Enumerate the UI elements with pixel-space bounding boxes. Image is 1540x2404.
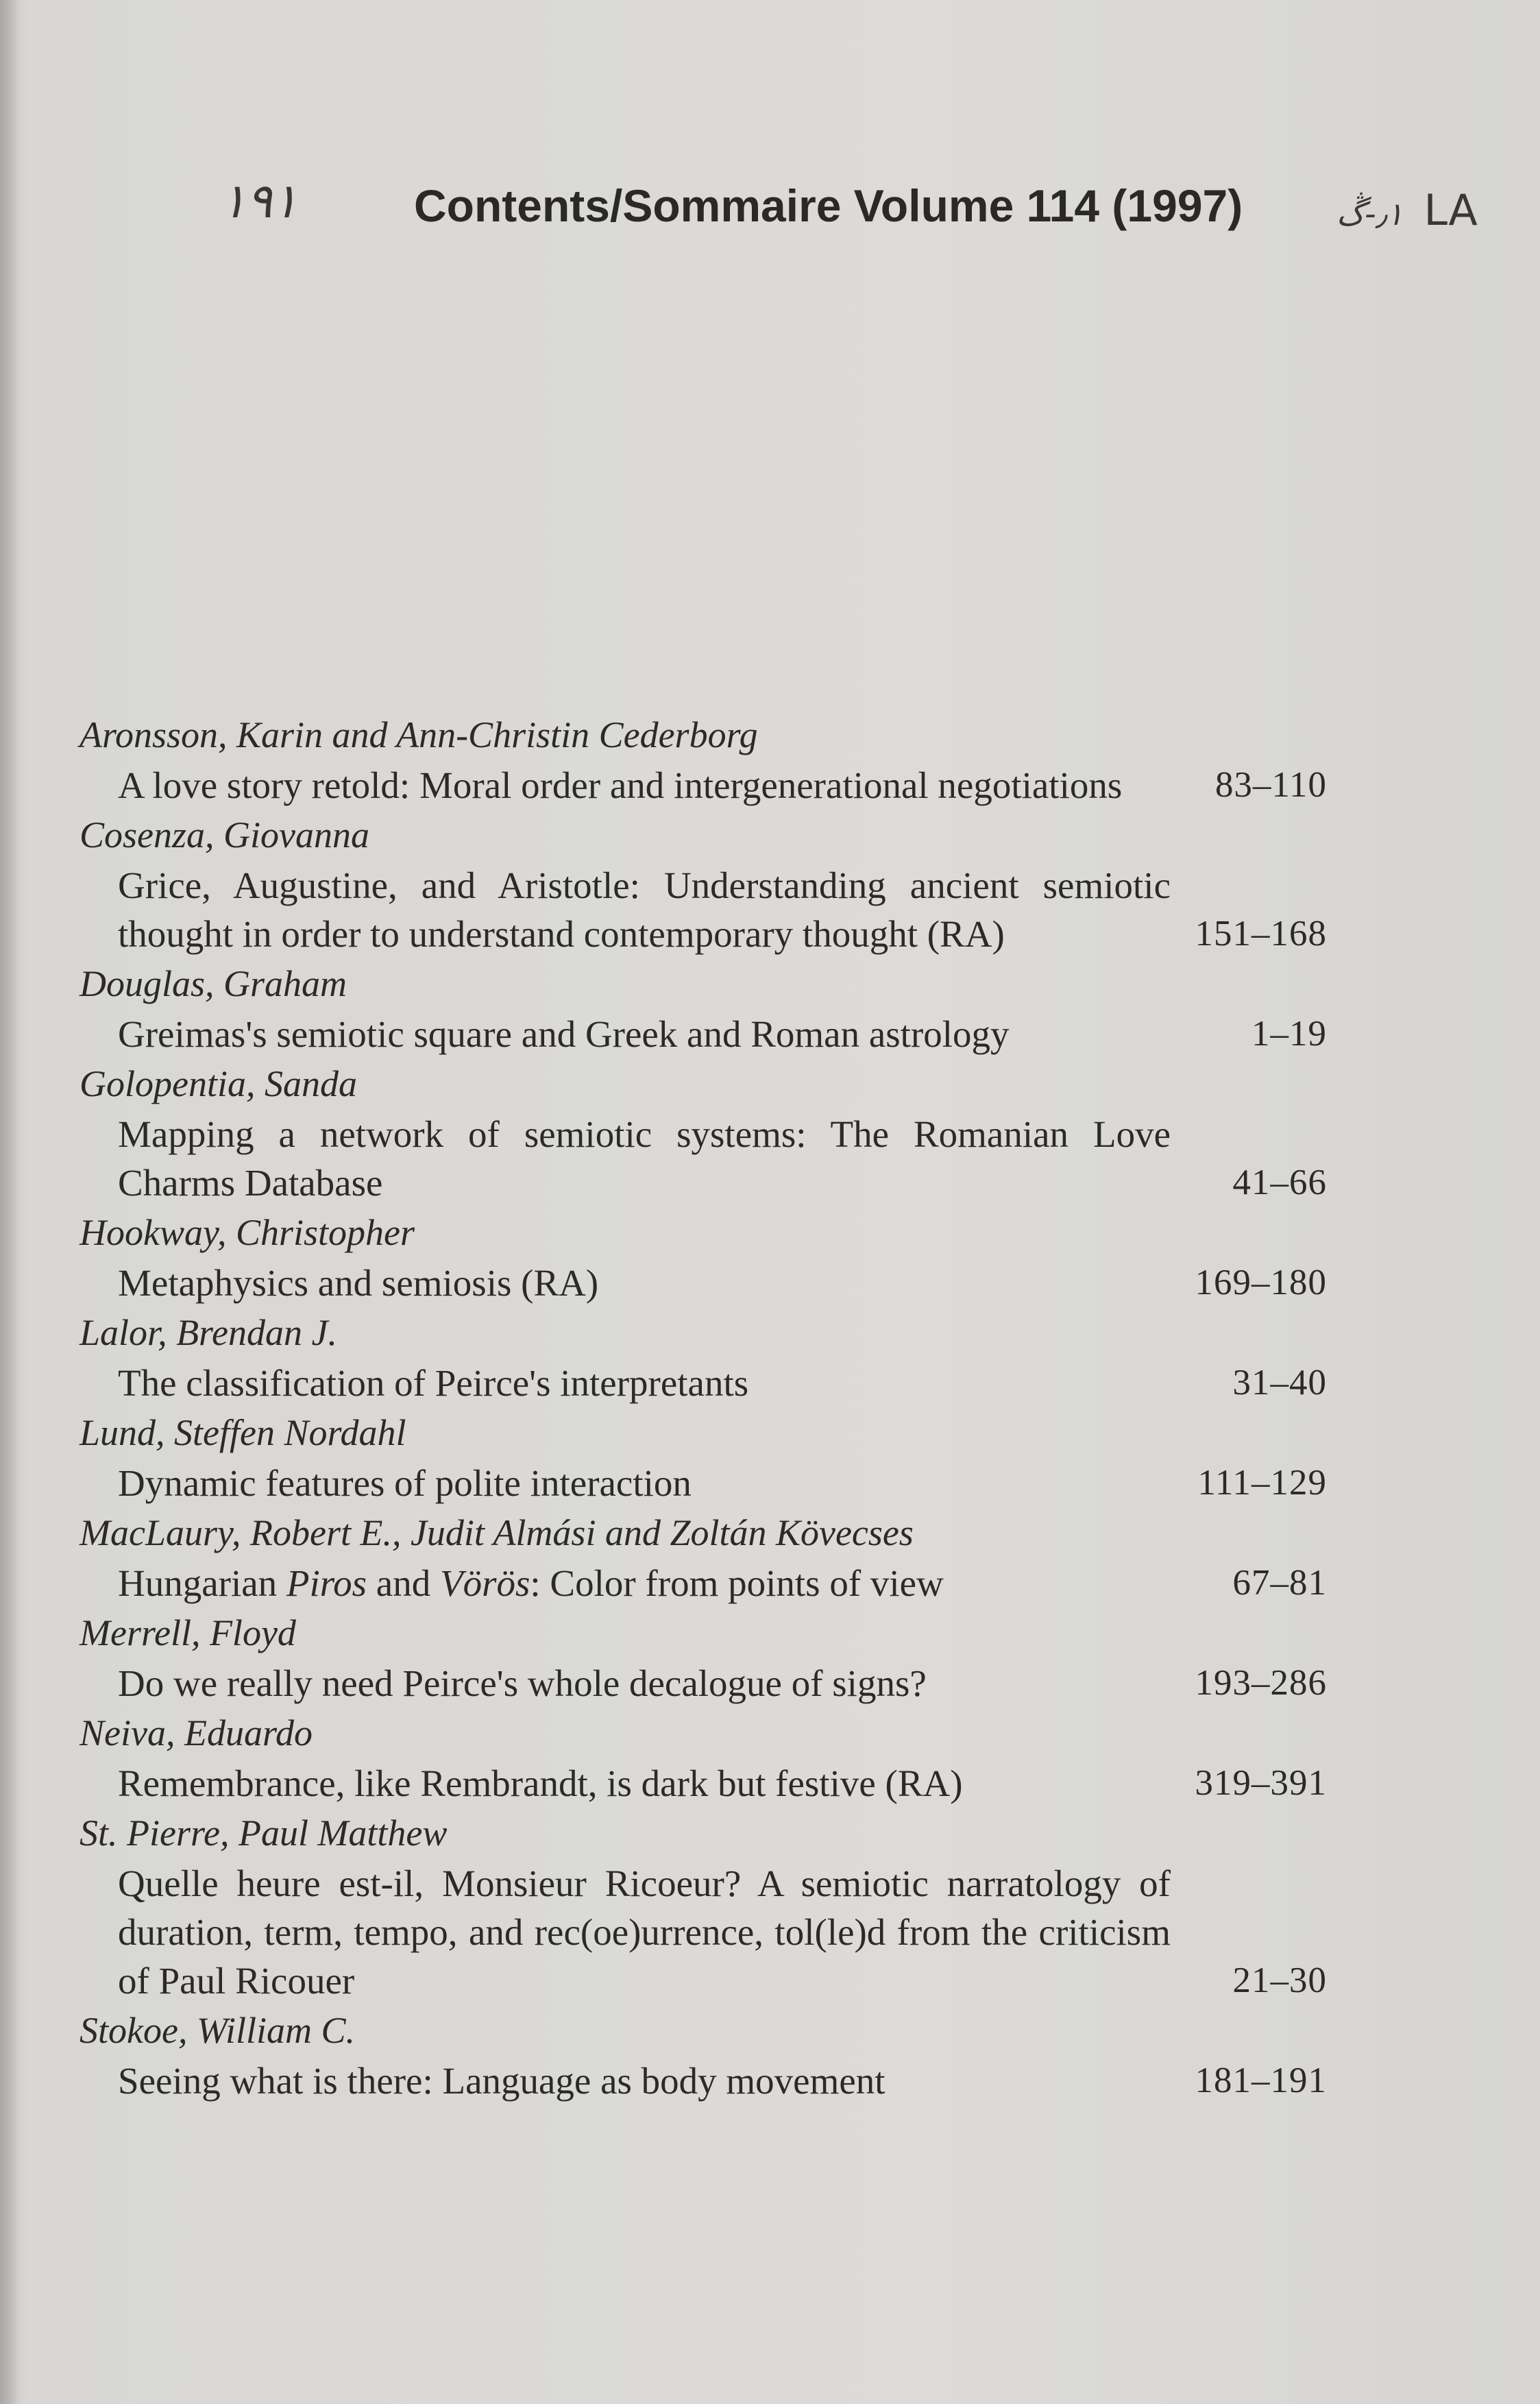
entry-title-italic-piros: Piros <box>286 1562 367 1604</box>
entry-pages: 67–81 <box>1232 1563 1327 1603</box>
entry-pages: 21–30 <box>1232 1960 1327 2000</box>
table-of-contents <box>80 709 1327 2105</box>
header <box>0 173 1540 248</box>
toc-entry <box>80 1708 1327 1808</box>
entry-title: Dynamic features of polite interaction <box>118 1462 692 1504</box>
toc-entry <box>80 1507 1327 1607</box>
entry-article <box>80 1259 1327 1307</box>
entry-pages: 193–286 <box>1195 1663 1327 1703</box>
entry-title-mid: and <box>367 1562 440 1604</box>
toc-entry <box>80 1058 1327 1207</box>
handwritten-note-right-la: LA <box>1423 185 1478 235</box>
entry-pages: 151–168 <box>1195 914 1327 954</box>
entry-title: Grice, Augustine, and Aristotle: Understanding ancient semiotic thought in order to understand contemporary thought (RA) <box>118 864 1171 955</box>
entry-article <box>80 1859 1327 2005</box>
handwritten-note-left: ١٩١ <box>221 173 298 229</box>
entry-author: Neiva, Eduardo <box>80 1712 313 1753</box>
entry-article <box>80 1659 1327 1708</box>
entry-author: Cosenza, Giovanna <box>80 814 369 855</box>
entry-article <box>80 1010 1327 1058</box>
entry-article <box>80 861 1327 958</box>
toc-entry <box>80 810 1327 958</box>
page-title: Contents/Sommaire Volume 114 (1997) <box>414 180 1243 231</box>
toc-entry <box>80 709 1327 810</box>
toc-entry <box>80 1808 1327 2005</box>
entry-title: Mapping a network of semiotic systems: The Romanian Love Charms Database <box>118 1113 1171 1204</box>
toc-entry <box>80 958 1327 1058</box>
entry-author: Hookway, Christopher <box>80 1212 415 1253</box>
toc-entry <box>80 1207 1327 1307</box>
entry-title: Remembrance, like Rembrandt, is dark but festive (RA) <box>118 1762 963 1804</box>
entry-title: Do we really need Peirce's whole decalogue of signs? <box>118 1662 927 1704</box>
entry-author: MacLaury, Robert E., Judit Almási and Zoltán Kövecses <box>80 1512 914 1553</box>
entry-pages: 41–66 <box>1232 1163 1327 1202</box>
entry-title-italic-voros: Vörös <box>439 1562 530 1604</box>
entry-article <box>80 1359 1327 1407</box>
entry-author: Douglas, Graham <box>80 963 347 1004</box>
entry-pages: 169–180 <box>1195 1263 1327 1302</box>
entry-author: Aronsson, Karin and Ann-Christin Cederborg <box>80 714 758 755</box>
entry-pages: 319–391 <box>1195 1763 1327 1803</box>
toc-entry <box>80 2005 1327 2105</box>
entry-pages: 83–110 <box>1214 765 1327 805</box>
entry-article <box>80 1759 1327 1808</box>
entry-article <box>80 1110 1327 1207</box>
entry-title: A love story retold: Moral order and intergenerational negotiations <box>118 764 1123 806</box>
entry-title-pre: Hungarian <box>118 1562 286 1604</box>
entry-pages: 181–191 <box>1195 2061 1327 2100</box>
entry-title <box>118 1559 1171 1607</box>
entry-pages: 1–19 <box>1251 1014 1327 1054</box>
entry-article <box>80 761 1327 810</box>
entry-pages: 111–129 <box>1197 1463 1327 1503</box>
entry-author: Lund, Steffen Nordahl <box>80 1412 406 1453</box>
entry-author: Merrell, Floyd <box>80 1612 296 1653</box>
entry-author: Lalor, Brendan J. <box>80 1312 337 1353</box>
entry-article <box>80 2056 1327 2105</box>
handwritten-note-right <box>1336 185 1478 235</box>
entry-author: Stokoe, William C. <box>80 2010 355 2051</box>
handwritten-note-right-code: ٫١-ڴ <box>1336 195 1404 232</box>
entry-author: Golopentia, Sanda <box>80 1063 357 1104</box>
entry-title: Greimas's semiotic square and Greek and Roman astrology <box>118 1013 1010 1055</box>
entry-pages: 31–40 <box>1232 1363 1327 1403</box>
entry-title-post: : Color from points of view <box>530 1562 944 1604</box>
toc-entry <box>80 1407 1327 1507</box>
entry-title: Quelle heure est-il, Monsieur Ricoeur? A semiotic narratology of duration, term, tempo, and rec(oe)urrence, tol(le)d from the criticism of Paul Ricouer <box>118 1862 1171 2002</box>
entry-title: Metaphysics and semiosis (RA) <box>118 1262 599 1304</box>
entry-title: The classification of Peirce's interpretants <box>118 1362 749 1404</box>
entry-article <box>80 1459 1327 1507</box>
toc-entry <box>80 1307 1327 1407</box>
entry-title: Seeing what is there: Language as body movement <box>118 2060 885 2102</box>
toc-entry <box>80 1607 1327 1708</box>
spine-shadow <box>0 0 19 2404</box>
entry-article <box>80 1559 1327 1607</box>
entry-author: St. Pierre, Paul Matthew <box>80 1812 448 1854</box>
